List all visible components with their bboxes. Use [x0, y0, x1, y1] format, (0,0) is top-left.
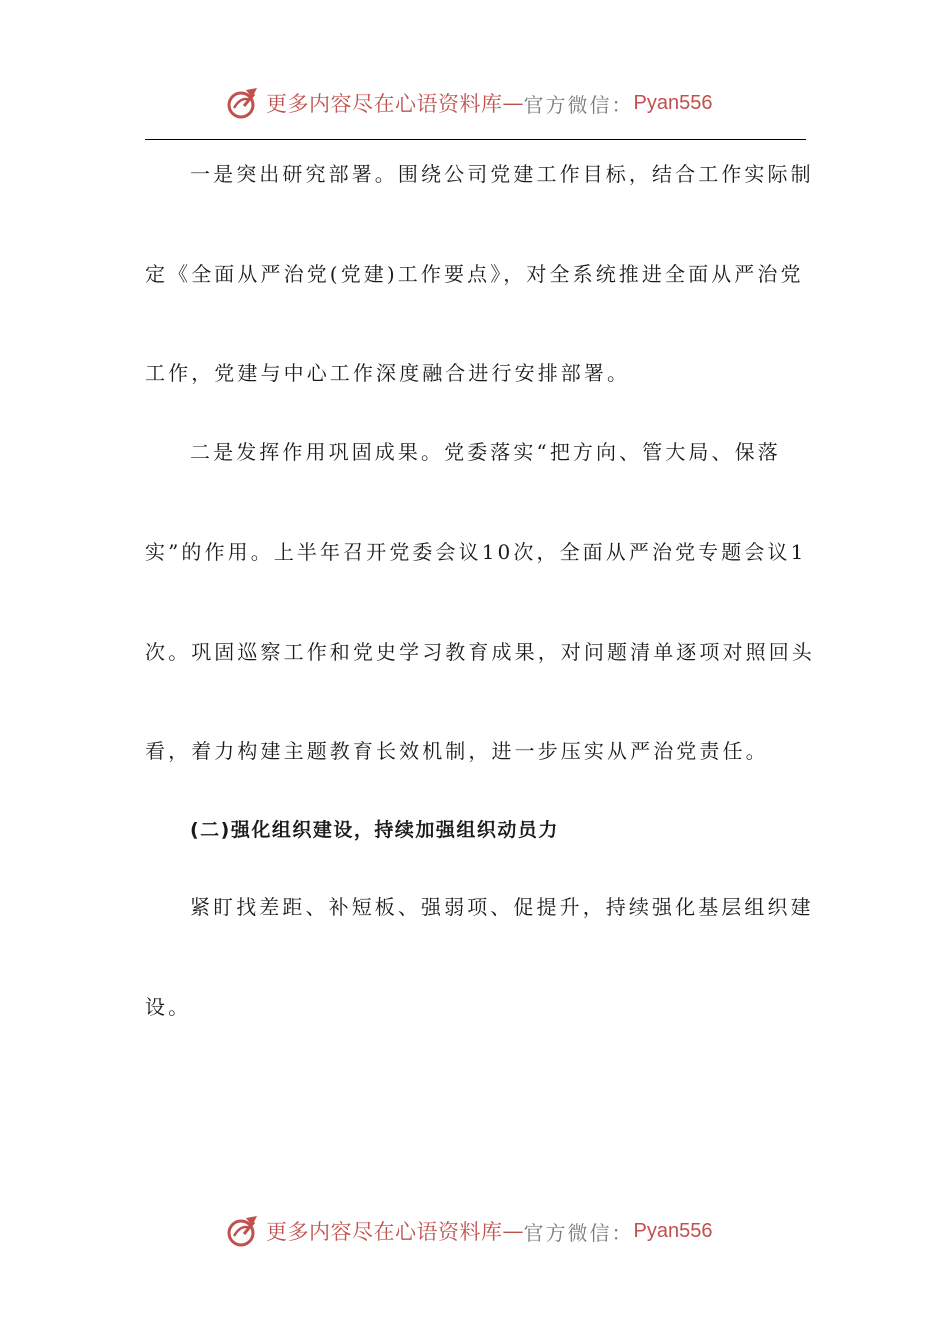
paragraph-2-line-4: 看，着力构建主题教育长效机制，进一步压实从严治党责任。 [145, 739, 769, 763]
banner-brand-text: 更多内容尽在心语资料库 [266, 1220, 503, 1244]
header-rule [145, 139, 806, 140]
paragraph-1-line-2: 定《全面从严治党(党建)工作要点》，对全系统推进全面从严治党 [145, 262, 804, 286]
paragraph-3-line-2: 设。 [145, 995, 192, 1019]
banner-brand-text: 更多内容尽在心语资料库 [266, 92, 503, 116]
banner-official-label: 官方微信： [523, 92, 634, 117]
pen-logo-icon [226, 86, 260, 120]
footer-banner [0, 1211, 950, 1251]
header-banner [0, 83, 950, 123]
banner-dash: — [502, 1219, 524, 1243]
section-heading: (二)强化组织建设，持续加强组织动员力 [190, 819, 559, 841]
banner-dash: — [502, 91, 524, 115]
paragraph-2-line-1: 二是发挥作用巩固成果。党委落实“把方向、管大局、保落 [190, 440, 781, 464]
paragraph-2-line-3: 次。巩固巡察工作和党史学习教育成果，对问题清单逐项对照回头 [145, 640, 815, 664]
banner-official-label: 官方微信： [523, 1220, 634, 1245]
paragraph-2-line-2: 实”的作用。上半年召开党委会议10次，全面从严治党专题会议1 [145, 540, 807, 564]
paragraph-1-line-1: 一是突出研究部署。围绕公司党建工作目标，结合工作实际制 [190, 162, 814, 186]
banner-wechat-id: Pyan556 [633, 91, 713, 114]
banner-wechat-id: Pyan556 [633, 1219, 713, 1242]
paragraph-3-line-1: 紧盯找差距、补短板、强弱项、促提升，持续强化基层组织建 [190, 895, 814, 919]
pen-logo-icon [226, 1214, 260, 1248]
paragraph-1-line-3: 工作，党建与中心工作深度融合进行安排部署。 [145, 361, 631, 385]
